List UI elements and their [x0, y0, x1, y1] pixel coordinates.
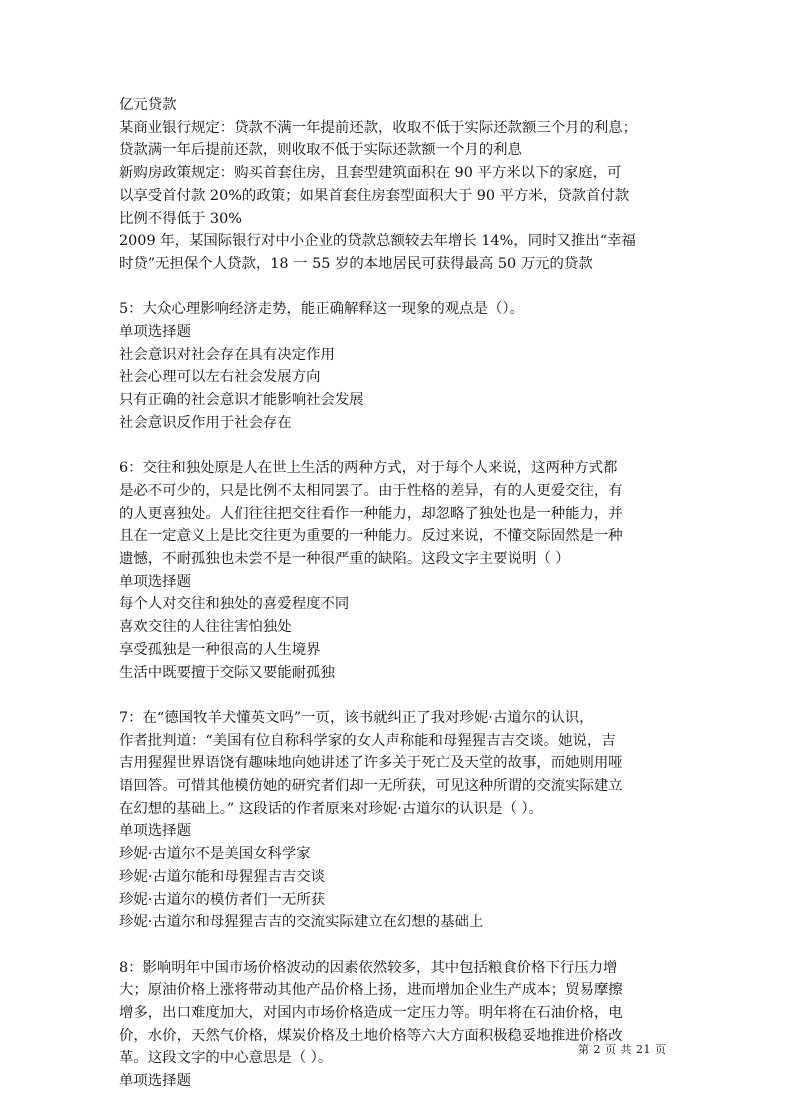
question-stem: 的人更喜独处。人们往往把交往看作一种能力，却忽略了独处也是一种能力，并 — [119, 505, 623, 522]
question-stem: 增多，出口难度加大，对国内市场价格造成一定压力等。明年将在石油价格，电 — [119, 1005, 623, 1022]
question-stem: 价，水价，天然气价格，煤炭价格及土地价格等六大方面积极稳妥地推进价格改 — [119, 1027, 623, 1044]
spacer — [119, 435, 679, 458]
spacer — [119, 934, 679, 957]
question-8 — [119, 957, 679, 1093]
question-option: 珍妮·古道尔的模仿者们一无所获 — [119, 891, 326, 908]
question-option: 每个人对交往和独处的喜爱程度不同 — [119, 596, 350, 613]
question-option: 社会意识对社会存在具有决定作用 — [119, 346, 335, 363]
question-type: 单项选择题 — [119, 573, 191, 590]
spacer — [119, 684, 679, 707]
question-option: 只有正确的社会意识才能影响社会发展 — [119, 392, 364, 409]
intro-line: 以享受首付款 20%的政策；如果首套住房套型面积大于 90 平方米，贷款首付款 — [119, 187, 630, 204]
question-type: 单项选择题 — [119, 823, 191, 840]
question-option: 社会心理可以左右社会发展方向 — [119, 369, 321, 386]
question-stem: 是必不可少的，只是比例不太相同罢了。由于性格的差异，有的人更爱交往，有 — [119, 482, 623, 499]
question-option: 珍妮·古道尔不是美国女科学家 — [119, 846, 311, 863]
question-option: 珍妮·古道尔能和母猩猩吉吉交谈 — [119, 868, 326, 885]
question-stem: 在幻想的基础上。” 这段话的作者原来对珍妮·古道尔的认识是（ ）。 — [119, 800, 544, 817]
question-type: 单项选择题 — [119, 324, 191, 341]
question-stem: 革。这段文字的中心意思是（ ）。 — [119, 1050, 333, 1067]
intro-line: 新购房政策规定：购买首套住房，且套型建筑面积在 90 平方米以下的家庭，可 — [119, 165, 622, 182]
question-option: 社会意识反作用于社会存在 — [119, 414, 292, 431]
question-option: 享受孤独是一种很高的人生境界 — [119, 641, 321, 658]
intro-section — [119, 94, 679, 276]
question-6 — [119, 457, 679, 684]
question-stem: 6：交往和独处原是人在世上生活的两种方式，对于每个人来说，这两种方式都 — [119, 460, 618, 477]
question-stem: 5：大众心理影响经济走势，能正确解释这一现象的观点是（）。 — [119, 301, 524, 318]
intro-line: 2009 年，某国际银行对中小企业的贷款总额较去年增长 14%，同时又推出“幸福 — [119, 233, 636, 250]
question-stem: 大；原油价格上涨将带动其他产品价格上扬，进而增加企业生产成本；贸易摩擦 — [119, 982, 623, 999]
question-5 — [119, 298, 679, 434]
question-stem: 吉用猩猩世界语饶有趣味地向她讲述了许多关于死亡及天堂的故事，而她则用哑 — [119, 755, 623, 772]
question-option: 珍妮·古道尔和母猩猩吉吉的交流实际建立在幻想的基础上 — [119, 914, 484, 931]
question-option: 生活中既要擅于交际又要能耐孤独 — [119, 664, 335, 681]
intro-line: 某商业银行规定：贷款不满一年提前还款，收取不低于实际还款额三个月的利息； — [119, 119, 638, 136]
question-stem: 且在一定意义上是比交往更为重要的一种能力。反过来说，不懂交际固然是一种 — [119, 528, 623, 545]
intro-line: 比例不得低于 30% — [119, 210, 242, 227]
question-stem: 语回答。可惜其他模仿她的研究者们却一无所获，可见这种所谓的交流实际建立 — [119, 778, 623, 795]
intro-line: 时贷”无担保个人贷款，18 一 55 岁的本地居民可获得最高 50 万元的贷款 — [119, 255, 593, 272]
question-stem: 8：影响明年中国市场价格波动的因素依然较多，其中包括粮食价格下行压力增 — [119, 959, 618, 976]
page-content — [119, 94, 679, 1093]
intro-line: 亿元贷款 — [119, 97, 177, 113]
intro-line: 贷款满一年后提前还款，则收取不低于实际还款额一个月的利息 — [119, 142, 522, 159]
question-stem: 作者批判道：“美国有位自称科学家的女人声称能和母猩猩吉吉交谈。她说，吉 — [119, 732, 616, 749]
question-type: 单项选择题 — [119, 1073, 191, 1090]
page-number: 第 2 页 共 21 页 — [578, 1043, 667, 1056]
question-option: 喜欢交往的人往往害怕独处 — [119, 619, 292, 636]
question-stem: 遗憾，不耐孤独也未尝不是一种很严重的缺陷。这段文字主要说明（ ） — [119, 551, 570, 568]
question-stem: 7：在“德国牧羊犬懂英文吗”一页，该书就纠正了我对珍妮·古道尔的认识， — [119, 709, 594, 726]
spacer — [119, 276, 679, 299]
question-7 — [119, 707, 679, 934]
